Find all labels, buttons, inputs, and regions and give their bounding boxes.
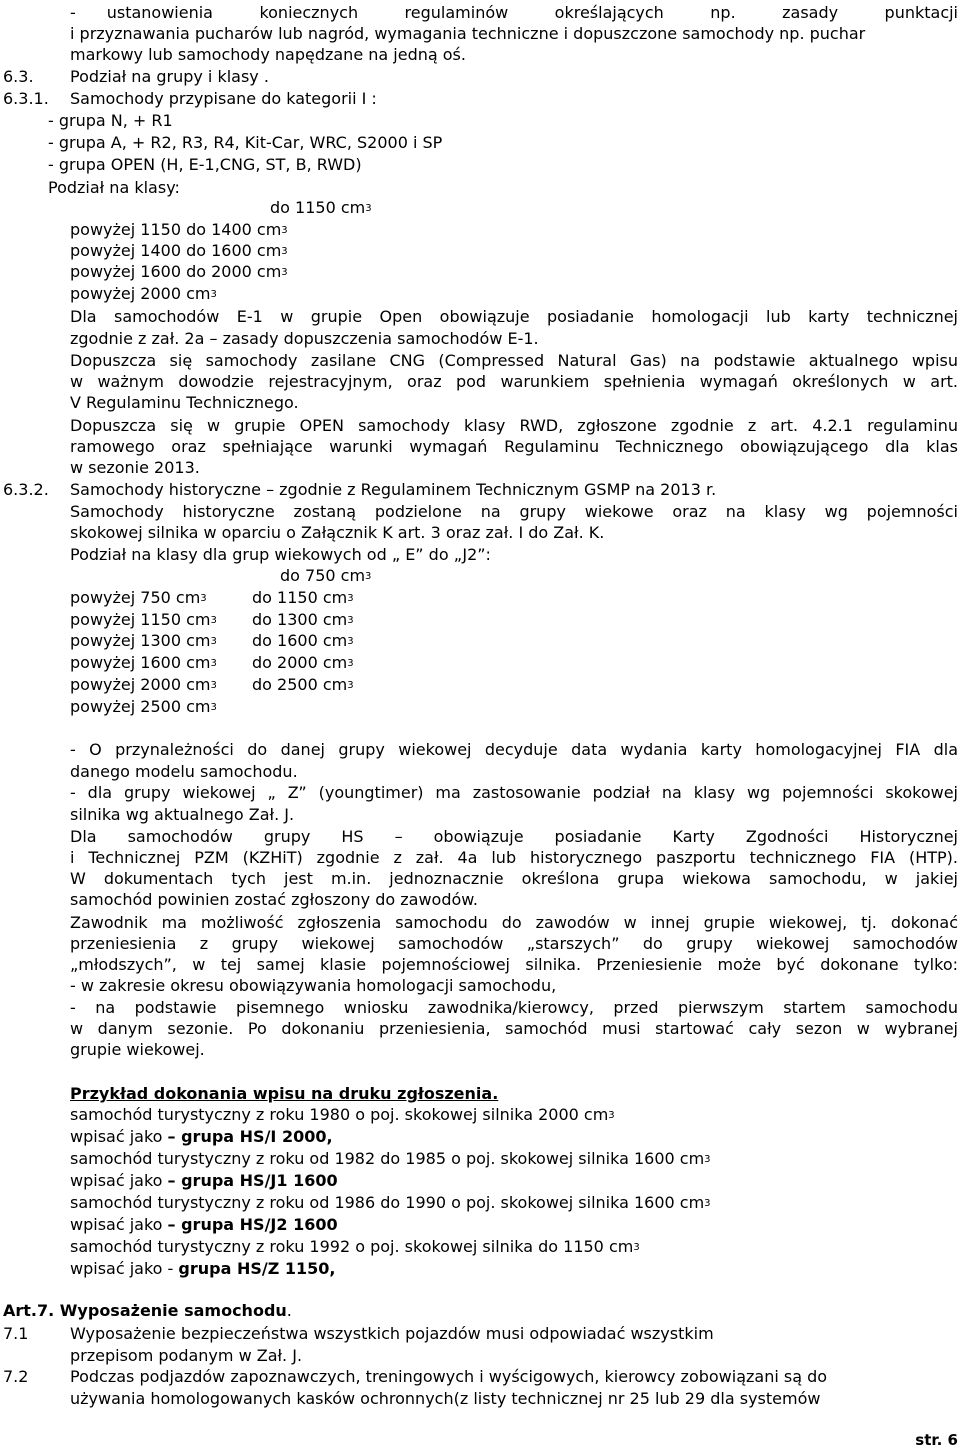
class-to: do 2500 cm [252,675,348,694]
class-from: powyżej 1300 cm [70,631,211,650]
class-text: powyżej 1600 do 2000 cm [70,262,282,281]
group-line-3: - grupa OPEN (H, E-1,CNG, ST, B, RWD) [48,155,362,174]
item-number-7-1: 7.1 [3,1324,29,1343]
superscript-3: 3 [347,680,354,691]
historic-classes-label: Podział na klasy dla grup wiekowych od „ E” do „J2”: [70,545,491,564]
cng-paragraph-line-2: w ważnym dowodzie rejestracyjnym, oraz pod warunkiem spełnienia wymagań określonych w art. [70,372,958,391]
article-7-period: . [286,1301,292,1320]
historic-class-line-4 [70,631,217,651]
article-7-heading [3,1301,292,1321]
hs-paragraph-line-3: W dokumentach tych jest m.in. jednoznacznie określona grupa wiekowa samochodu, w jakiej [70,869,958,888]
superscript-3: 3 [347,615,354,626]
hs-paragraph-line-1: Dla samochodów grupy HS – obowiązuje posiadanie Karty Zgodności Historycznej [70,827,958,846]
note-2-line-2: silnika wg aktualnego Zał. J. [70,805,295,824]
class-from: powyżej 750 cm [70,588,201,607]
superscript-3: 3 [281,225,288,236]
superscript-3: 3 [365,203,372,214]
class-line-5 [70,284,217,304]
item-7-2-line-2: używania homologowanych kasków ochronnych(z listy technicznej nr 25 lub 29 dla systemów [70,1389,821,1408]
item-number-7-2: 7.2 [3,1367,29,1386]
rwd-paragraph-line-1: Dopuszcza się w grupie OPEN samochody klasy RWD, zgłoszone zgodnie z art. 4.2.1 regulaminu [70,416,958,435]
example-entry-2 [70,1171,338,1191]
class-line-2 [70,220,288,240]
historic-class-line-3 [70,610,217,630]
intro-line-3: markowy lub samochody napędzane na jedną oś. [70,45,466,64]
example-row-3 [70,1193,711,1213]
superscript-3: 3 [608,1110,615,1121]
superscript-3: 3 [365,571,372,582]
section-number-6-3-1: 6.3.1. [3,89,49,108]
example-entry-3 [70,1215,338,1235]
class-to: do 1150 cm [252,588,348,607]
e1-paragraph-line-2: zgodnie z zał. 2a – zasady dopuszczenia samochodów E-1. [70,329,539,348]
historic-paragraph-line-1: Samochody historyczne zostaną podzielone na grupy wiekowe oraz na klasy wg pojemności [70,502,958,521]
class-from: powyżej 2000 cm [70,675,211,694]
entry-prefix: wpisać jako [70,1215,168,1234]
note-1-line-1: - O przynależności do danej grupy wiekowej decyduje data wydania karty homologacyjnej FIA dla [70,740,958,759]
class-line-1 [270,198,372,218]
entry-group: – grupa HS/J2 1600 [167,1215,338,1234]
class-text: do 1150 cm [270,198,366,217]
class-text: powyżej 2000 cm [70,284,211,303]
historic-paragraph-line-2: skokowej silnika w oparciu o Załącznik K art. 3 oraz zał. I do Zał. K. [70,523,605,542]
entry-group: – grupa HS/I 2000, [167,1127,333,1146]
article-7-title: Art.7. Wyposażenie samochodu [3,1301,287,1320]
rwd-paragraph-line-3: w sezonie 2013. [70,458,200,477]
section-title-6-3: Podział na grupy i klasy . [70,67,269,86]
superscript-3: 3 [210,658,217,669]
transfer-paragraph-line-5: - na podstawie pisemnego wniosku zawodnika/kierowcy, przed pierwszym startem samochodu [70,998,958,1017]
entry-prefix: wpisać jako [70,1127,168,1146]
example-car-text: samochód turystyczny z roku od 1986 do 1990 o poj. skokowej silnika 1600 cm [70,1193,705,1212]
example-heading: Przykład dokonania wpisu na druku zgłoszenia. [70,1084,499,1103]
example-car-text: samochód turystyczny z roku 1992 o poj. skokowej silnika do 1150 cm [70,1237,634,1256]
superscript-3: 3 [210,615,217,626]
superscript-3: 3 [210,680,217,691]
superscript-3: 3 [347,636,354,647]
historic-class-line-2-to [252,588,354,608]
entry-prefix: wpisać jako - [70,1259,179,1278]
class-line-4 [70,262,288,282]
example-row-2 [70,1149,711,1169]
superscript-3: 3 [210,289,217,300]
superscript-3: 3 [200,593,207,604]
superscript-3: 3 [347,593,354,604]
item-7-1-line-1: Wyposażenie bezpieczeństwa wszystkich pojazdów musi odpowiadać wszystkim [70,1324,714,1343]
superscript-3: 3 [704,1154,711,1165]
item-7-1-line-2: przepisom podanym w Zał. J. [70,1346,303,1365]
cng-paragraph-line-1: Dopuszcza się samochody zasilane CNG (Compressed Natural Gas) na podstawie aktualnego wpisu [70,351,958,370]
example-row-1 [70,1105,615,1125]
historic-class-line-5 [70,653,217,673]
classes-label: Podział na klasy: [48,178,180,197]
historic-class-line-6-to [252,675,354,695]
historic-class-line-6 [70,675,217,695]
hs-paragraph-line-2: i Technicznej PZM (KZHiT) zgodnie z zał. 4a lub historycznego paszportu technicznego FIA (HTP). [70,848,958,867]
page-number: str. 6 [915,1431,958,1449]
historic-class-line-5-to [252,653,354,673]
historic-class-line-4-to [252,631,354,651]
transfer-paragraph-line-1: Zawodnik ma możliwość zgłoszenia samochodu do zawodów w innej grupie wiekowej, tj. dokonać [70,913,958,932]
section-title-6-3-1: Samochody przypisane do kategorii I : [70,89,377,108]
class-text: do 750 cm [280,566,366,585]
superscript-3: 3 [347,658,354,669]
example-entry-1 [70,1127,333,1147]
e1-paragraph-line-1: Dla samochodów E-1 w grupie Open obowiązuje posiadanie homologacji lub karty technicznej [70,307,958,326]
section-title-6-3-2: Samochody historyczne – zgodnie z Regulaminem Technicznym GSMP na 2013 r. [70,480,717,499]
superscript-3: 3 [633,1242,640,1253]
entry-prefix: wpisać jako [70,1171,168,1190]
example-entry-4 [70,1259,335,1279]
entry-group: – grupa HS/J1 1600 [167,1171,338,1190]
note-2-line-1: - dla grupy wiekowej „ Z” (youngtimer) ma zastosowanie podział na klasy wg pojemności skokowej [70,783,958,802]
class-from: powyżej 1600 cm [70,653,211,672]
class-to: do 2000 cm [252,653,348,672]
cng-paragraph-line-3: V Regulaminu Technicznego. [70,393,299,412]
intro-line-1: - ustanowienia koniecznych regulaminów określających np. zasady punktacji [70,3,958,22]
hs-paragraph-line-4: samochód powinien zostać zgłoszony do zawodów. [70,890,478,909]
rwd-paragraph-line-2: ramowego oraz spełniające warunki wymagań Regulaminu Technicznego obowiązującego dla klas [70,437,958,456]
section-number-6-3: 6.3. [3,67,34,86]
class-to: do 1300 cm [252,610,348,629]
transfer-paragraph-line-2: przeniesienia z grupy wiekowej samochodów „starszych” do grupy wiekowej samochodów [70,934,958,953]
transfer-paragraph-line-6: w danym sezonie. Po dokonaniu przeniesienia, samochód musi startować cały sezon w wybranej [70,1019,958,1038]
class-from: powyżej 1150 cm [70,610,211,629]
class-line-3 [70,241,288,261]
note-1-line-2: danego modelu samochodu. [70,762,298,781]
historic-class-line-2 [70,588,207,608]
historic-class-line-7 [70,697,217,717]
superscript-3: 3 [210,636,217,647]
transfer-paragraph-line-4: - w zakresie okresu obowiązywania homologacji samochodu, [70,976,557,995]
example-row-4 [70,1237,640,1257]
historic-class-line-1 [280,566,371,586]
intro-line-2: i przyznawania pucharów lub nagród, wymagania techniczne i dopuszczone samochody np. puchar [70,24,866,43]
superscript-3: 3 [281,246,288,257]
historic-class-line-3-to [252,610,354,630]
example-car-text: samochód turystyczny z roku 1980 o poj. skokowej silnika 2000 cm [70,1105,609,1124]
superscript-3: 3 [704,1198,711,1209]
class-to: do 1600 cm [252,631,348,650]
example-car-text: samochód turystyczny z roku od 1982 do 1985 o poj. skokowej silnika 1600 cm [70,1149,705,1168]
item-7-2-line-1: Podczas podjazdów zapoznawczych, treningowych i wyścigowych, kierowcy zobowiązani są do [70,1367,828,1386]
class-from: powyżej 2500 cm [70,697,211,716]
section-number-6-3-2: 6.3.2. [3,480,49,499]
transfer-paragraph-line-3: „młodszych”, w tej samej klasie pojemnościowej silnika. Przeniesienie może być dokonane tylko: [70,955,958,974]
superscript-3: 3 [210,702,217,713]
transfer-paragraph-line-7: grupie wiekowej. [70,1040,205,1059]
group-line-1: - grupa N, + R1 [48,111,173,130]
entry-group: grupa HS/Z 1150, [178,1259,336,1278]
superscript-3: 3 [281,267,288,278]
class-text: powyżej 1150 do 1400 cm [70,220,282,239]
group-line-2: - grupa A, + R2, R3, R4, Kit-Car, WRC, S2000 i SP [48,133,443,152]
class-text: powyżej 1400 do 1600 cm [70,241,282,260]
